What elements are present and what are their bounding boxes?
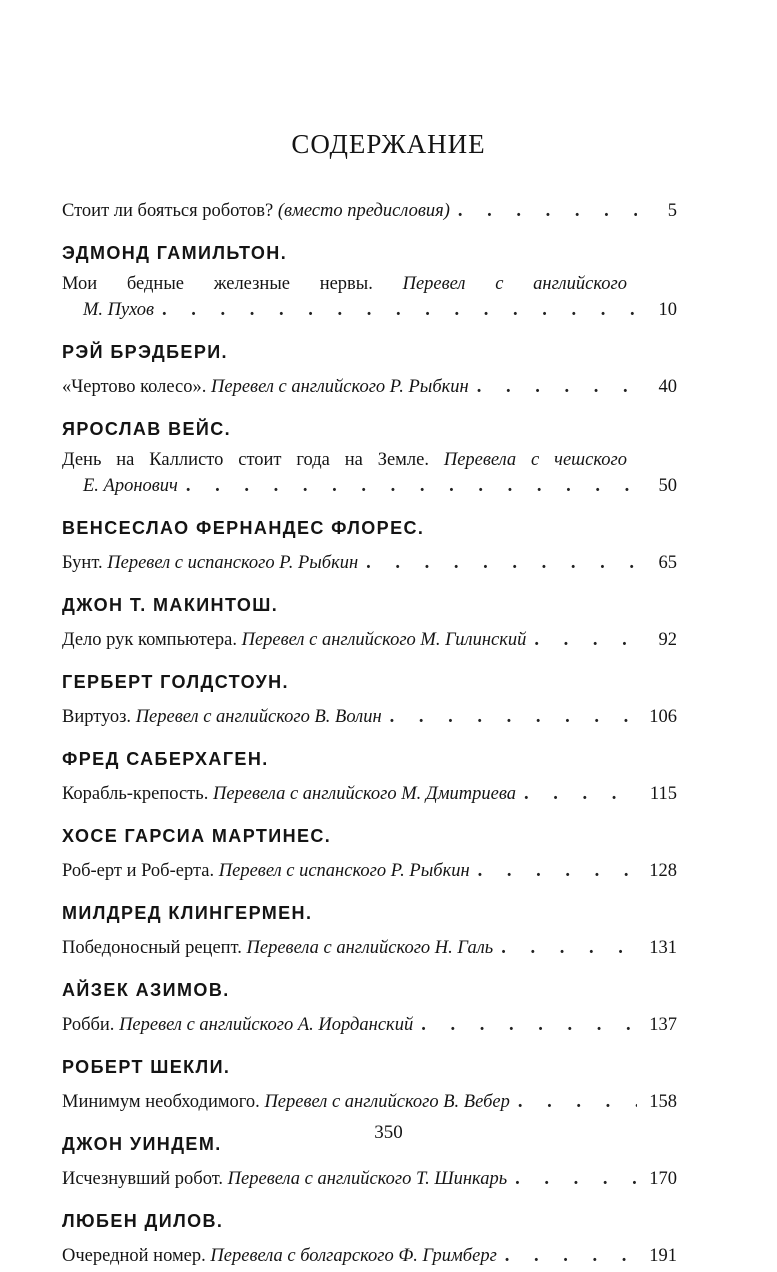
entry-title: Минимум необходимого. (62, 1092, 260, 1112)
leader-dots (510, 1087, 637, 1118)
leader-dots (526, 625, 637, 656)
entry-page: 50 (658, 476, 677, 496)
entry-title: «Чертово колесо». (62, 377, 207, 397)
entry-translator: Перевел с английского М. Гилинский (241, 630, 527, 650)
entry-title: День на Каллисто стоит года на Земле. (62, 450, 429, 470)
author-heading: РЭЙ БРЭДБЕРИ. (62, 342, 228, 362)
leader-dots (382, 702, 637, 733)
toc-entry (62, 702, 677, 733)
entry-translator: Перевел с английского В. Волин (135, 707, 382, 727)
entry-translator: Перевел с английского А. Иорданский (119, 1015, 414, 1035)
page-number: 350 (374, 1122, 403, 1143)
entry-translator: Перевела с английского Н. Галь (246, 938, 494, 958)
leader-dots (178, 471, 637, 502)
entry-title: Робби. (62, 1015, 115, 1035)
table-of-contents (62, 196, 677, 1272)
author-heading: АЙЗЕК АЗИМОВ. (62, 980, 230, 1000)
leader-dots (413, 1010, 637, 1041)
entry-translator: Перевела с чешского (443, 450, 628, 470)
entry-title: Виртуоз. (62, 707, 132, 727)
author-heading: ВЕНСЕСЛАО ФЕРНАНДЕС ФЛОРЕС. (62, 518, 425, 538)
entry-title: Исчезнувший робот. (62, 1169, 224, 1189)
author-heading: ХОСЕ ГАРСИА МАРТИНЕС. (62, 826, 332, 846)
entry-title: Роб-ерт и Роб-ерта. (62, 861, 215, 881)
leader-dots (358, 548, 637, 579)
toc-entry (62, 779, 677, 810)
author-heading: ЭДМОНД ГАМИЛЬТОН. (62, 243, 288, 263)
page-title: СОДЕРЖАНИЕ (291, 129, 486, 159)
entry-page: 158 (649, 1092, 677, 1112)
entry-page: 40 (658, 377, 677, 397)
toc-entry (62, 1010, 677, 1041)
author-heading: ДЖОН УИНДЕМ. (62, 1134, 222, 1154)
toc-entry (62, 856, 677, 887)
toc-entry (62, 273, 677, 326)
toc-entry (62, 548, 677, 579)
toc-entry (62, 1164, 677, 1195)
entry-page: 92 (658, 630, 677, 650)
toc-entry (62, 372, 677, 403)
entry-translator: Перевел с испанского Р. Рыбкин (107, 553, 359, 573)
entry-title: Мои бедные железные нервы. (62, 274, 373, 294)
entry-page: 65 (658, 553, 677, 573)
toc-entry (62, 625, 677, 656)
entry-title: Очередной номер. (62, 1246, 206, 1266)
leader-dots (450, 196, 637, 227)
entry-page: 5 (667, 201, 677, 221)
leader-dots (469, 372, 637, 403)
author-heading: ЯРОСЛАВ ВЕЙС. (62, 419, 232, 439)
leader-dots (470, 856, 637, 887)
entry-translator: Перевел с испанского Р. Рыбкин (218, 861, 470, 881)
entry-translator: Перевела с болгарского Ф. Гримберг (210, 1246, 497, 1266)
author-heading: РОБЕРТ ШЕКЛИ. (62, 1057, 231, 1077)
author-heading: ГЕРБЕРТ ГОЛДСТОУН. (62, 672, 289, 692)
entry-translator: Перевела с английского Т. Шинкарь (227, 1169, 508, 1189)
leader-dots (493, 933, 637, 964)
author-heading: ЛЮБЕН ДИЛОВ. (62, 1211, 224, 1231)
entry-translator: Перевел с английского В. Вебер (264, 1092, 510, 1112)
entry-page: 191 (649, 1246, 677, 1266)
entry-title: Победоносный рецепт. (62, 938, 242, 958)
entry-translator-name: Е. Аронович (83, 476, 178, 496)
entry-translator-name: М. Пухов (83, 300, 155, 320)
entry-title: Дело рук компьютера. (62, 630, 237, 650)
entry-page: 131 (649, 938, 677, 958)
entry-translator: Перевела с английского М. Дмитриева (212, 784, 516, 804)
entry-page: 115 (649, 784, 677, 804)
author-heading: МИЛДРЕД КЛИНГЕРМЕН. (62, 903, 313, 923)
entry-title: Бунт. (62, 553, 103, 573)
entry-page: 170 (649, 1169, 677, 1189)
leader-dots (154, 295, 637, 326)
toc-entry (62, 933, 677, 964)
author-heading: ФРЕД САБЕРХАГЕН. (62, 749, 269, 769)
entry-title: Корабль-крепость. (62, 784, 209, 804)
toc-entry (62, 449, 677, 502)
toc-entry-intro (62, 196, 677, 227)
leader-dots (507, 1164, 637, 1195)
entry-title: Стоит ли бояться роботов? (62, 201, 274, 221)
entry-page: 128 (649, 861, 677, 881)
entry-page: 10 (658, 300, 677, 320)
entry-page: 106 (649, 707, 677, 727)
leader-dots (516, 779, 637, 810)
entry-page: 137 (649, 1015, 677, 1035)
toc-entry (62, 1087, 677, 1118)
entry-translator: Перевел с английского (402, 274, 627, 294)
author-heading: ДЖОН Т. МАКИНТОШ. (62, 595, 279, 615)
entry-translator: Перевел с английского Р. Рыбкин (211, 377, 469, 397)
entry-note: (вместо предисловия) (277, 201, 450, 221)
